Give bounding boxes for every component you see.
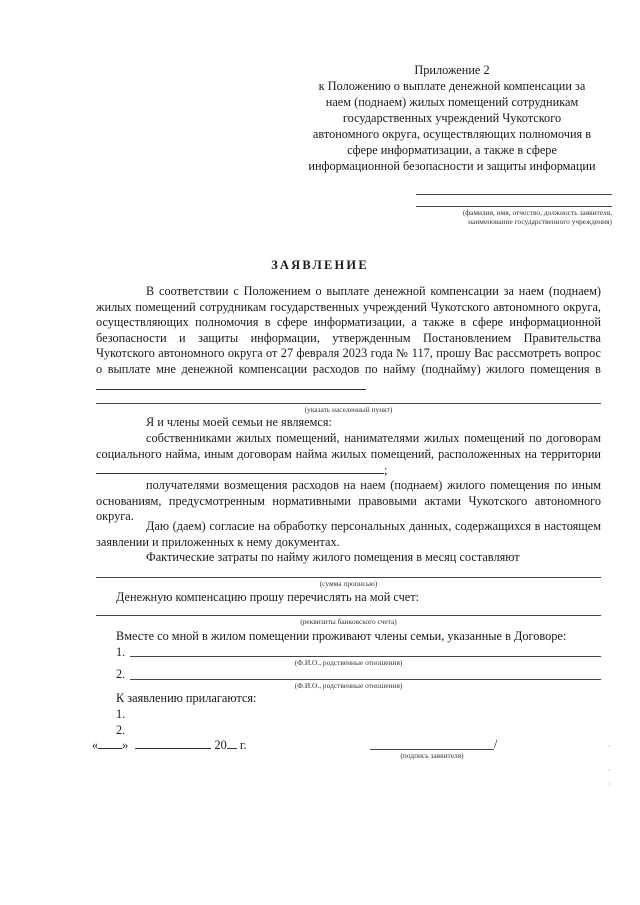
appendix-header bbox=[292, 62, 612, 174]
family-item-1-number: 1. bbox=[116, 645, 126, 659]
applicant-line-1 bbox=[416, 194, 612, 195]
applicant-caption-line-1: (фамилия, имя, отчество, должность заявителя, bbox=[462, 208, 612, 217]
date-year-prefix: 20 bbox=[214, 738, 227, 752]
applicant-caption-line-2: наименование государственного учреждения) bbox=[468, 217, 612, 226]
applicant-caption bbox=[400, 208, 612, 226]
family-item-2-line[interactable] bbox=[130, 679, 601, 680]
actual-costs-text: Фактические затраты по найму жилого помещения в месяц составляют bbox=[146, 550, 520, 564]
date-day-blank[interactable] bbox=[98, 737, 122, 749]
family-item-2-number: 2. bbox=[116, 667, 126, 681]
amount-caption: (сумма прописью) bbox=[319, 579, 378, 588]
owners-paragraph bbox=[96, 431, 601, 479]
date-field bbox=[92, 737, 247, 754]
document-title: ЗАЯВЛЕНИЕ bbox=[271, 258, 369, 272]
family-item-1-line[interactable] bbox=[130, 656, 601, 657]
date-month-blank[interactable] bbox=[135, 737, 211, 749]
signature-slash: / bbox=[494, 737, 498, 751]
appendix-line-1: к Положению о выплате денежной компенсации за bbox=[318, 79, 586, 93]
appendix-line-2: наем (поднаем) жилых помещений сотрудникам bbox=[325, 95, 579, 109]
territory-blank[interactable] bbox=[96, 462, 384, 474]
intro-text: В соответствии с Положением о выплате денежной компенсации за наем (поднаем) жилых помещений сотрудникам государственных учреждений Чукотского автономного округа, осуществляющих полномочия в сфере информатизации, а также в сфере информационной безопасности и защиты информации, утвержденным Постановлением Правительства Чукотского автономного округа от 27 февраля 2023 года № 117, прошу Вас рассмотреть вопрос о выплате мне денежной компенсации расходов по найму (поднайму) жилого помещения в bbox=[96, 284, 601, 376]
appendix-number: Приложение 2 bbox=[414, 63, 490, 77]
attachment-item-1: 1. bbox=[116, 707, 126, 721]
bank-line[interactable] bbox=[96, 615, 601, 616]
attachment-item-2: 2. bbox=[116, 723, 126, 737]
intro-paragraph bbox=[96, 284, 601, 394]
recipients-paragraph: получателями возмещения расходов на наем (поднаем) жилого помещения по иным основаниям, предусмотренным нормативными правовыми актами Чукотского автономного округа. bbox=[96, 478, 601, 524]
margin-mark-2: · bbox=[608, 766, 611, 775]
consent-paragraph: Даю (даем) согласие на обработку персональных данных, содержащихся в настоящем заявлении и приложенных к нему документах. bbox=[96, 519, 601, 549]
date-year-blank[interactable] bbox=[227, 737, 237, 749]
date-close-quote: » bbox=[122, 738, 129, 752]
owners-end: ; bbox=[384, 463, 388, 478]
transfer-request-text: Денежную компенсацию прошу перечислять на мой счет: bbox=[116, 590, 419, 604]
attachments-label: К заявлению прилагаются: bbox=[116, 691, 257, 705]
appendix-line-5: сфере информатизации, а также в сфере bbox=[347, 143, 557, 157]
applicant-line-2 bbox=[416, 206, 612, 207]
bank-caption: (реквизиты банковского счета) bbox=[300, 617, 397, 626]
appendix-line-3: государственных учреждений Чукотского bbox=[342, 111, 562, 125]
locality-caption: (указать населенный пункт) bbox=[304, 405, 393, 414]
date-open-quote: « bbox=[92, 738, 99, 752]
family-item-2-caption: (Ф.И.О., родственные отношения) bbox=[294, 681, 403, 690]
margin-mark-1: · bbox=[608, 742, 611, 751]
appendix-line-4: автономного округа, осуществляющих полномочия в bbox=[312, 127, 592, 141]
signature-line[interactable] bbox=[370, 749, 494, 750]
appendix-line-6: информационной безопасности и защиты информации bbox=[308, 159, 596, 173]
amount-line[interactable] bbox=[96, 577, 601, 578]
locality-blank[interactable] bbox=[96, 378, 366, 390]
not-family-text: Я и члены моей семьи не являемся: bbox=[146, 415, 332, 429]
signature-caption: (подпись заявителя) bbox=[400, 751, 464, 760]
family-living-text: Вместе со мной в жилом помещении проживают члены семьи, указанные в Договоре: bbox=[116, 629, 567, 643]
margin-mark-3: · bbox=[608, 780, 611, 789]
family-item-1-caption: (Ф.И.О., родственные отношения) bbox=[294, 658, 403, 667]
locality-line bbox=[96, 403, 601, 404]
date-year-suffix: г. bbox=[236, 738, 247, 752]
owners-text: собственниками жилых помещений, нанимателями жилых помещений по договорам социального найма, иным договорам найма жилых помещений, расположенных на территории bbox=[96, 431, 601, 461]
